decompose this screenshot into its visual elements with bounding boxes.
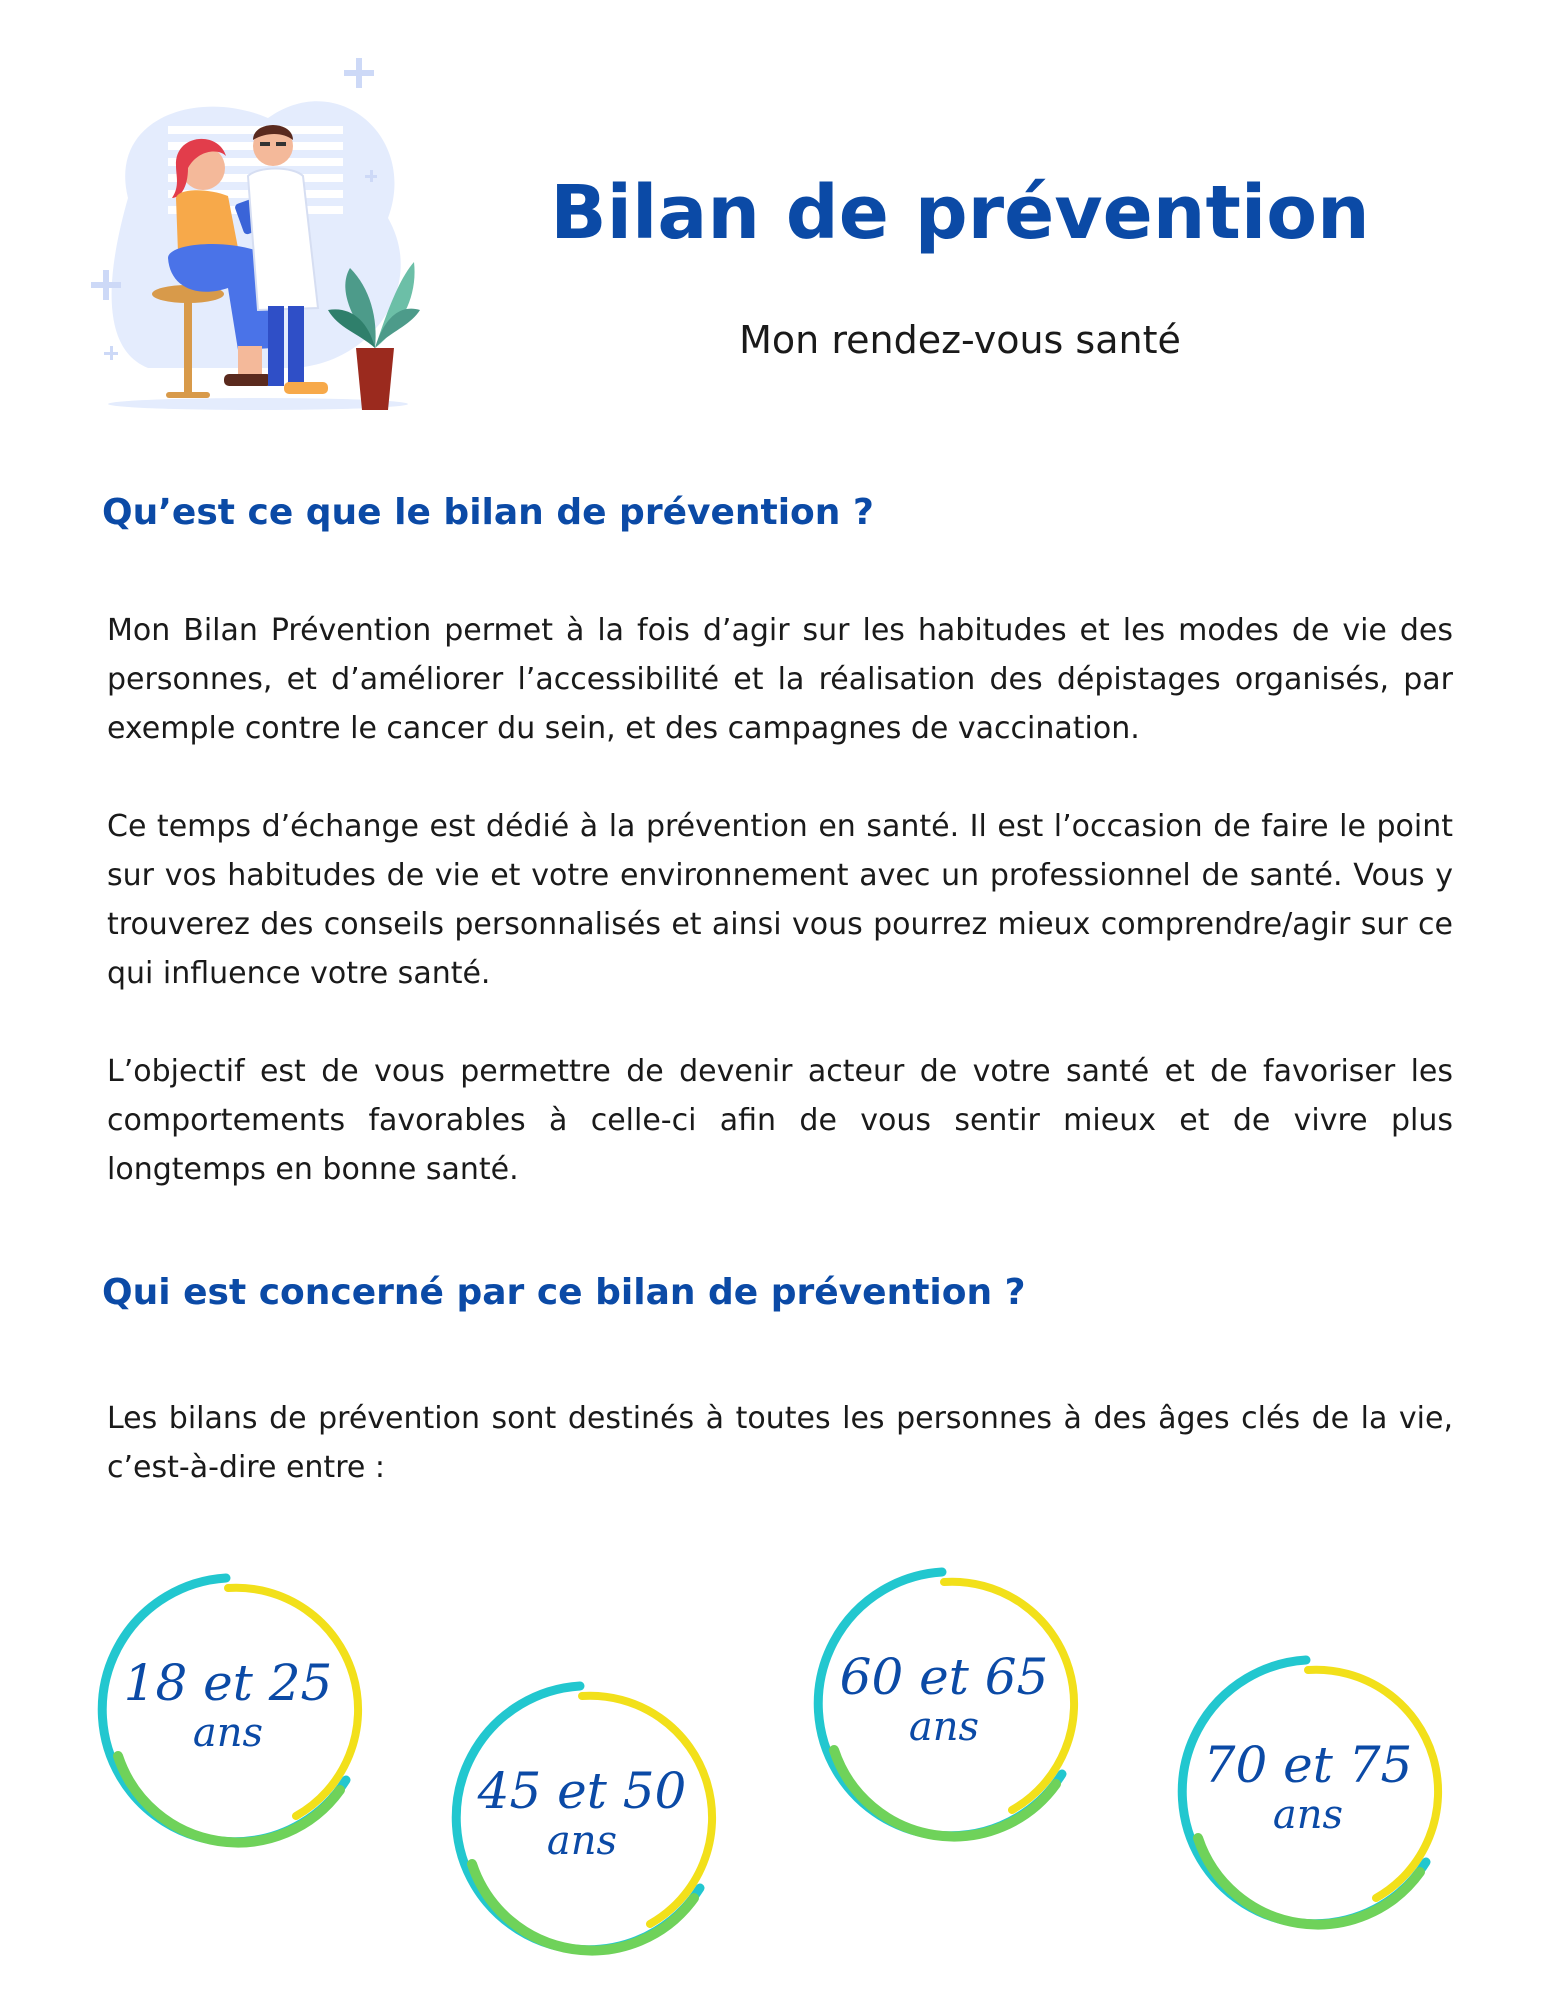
age-range-text: 18 et 25 bbox=[123, 1654, 333, 1712]
page-subtitle: Mon rendez-vous santé bbox=[739, 318, 1181, 362]
age-range-text: 70 et 75 bbox=[1203, 1736, 1413, 1794]
age-unit-text: ans bbox=[546, 1818, 618, 1864]
age-range-badge bbox=[794, 1554, 1094, 1854]
age-unit-text: ans bbox=[1272, 1792, 1344, 1838]
age-range-badge bbox=[1158, 1642, 1458, 1942]
page-title: Bilan de prévention bbox=[550, 170, 1370, 256]
section-heading-what: Qu’est ce que le bilan de prévention ? bbox=[102, 492, 874, 533]
age-range-text: 45 et 50 bbox=[477, 1762, 687, 1820]
section-heading-who: Qui est concerné par ce bilan de prévention ? bbox=[102, 1272, 1026, 1313]
age-range-badge bbox=[432, 1668, 732, 1968]
paragraph-3: L’objectif est de vous permettre de devenir acteur de votre santé et de favoriser les comportements favorables à celle-ci afin de vous sentir mieux et de vivre plus longtemps en bonne santé. bbox=[107, 1054, 1453, 1187]
age-range-badge bbox=[78, 1560, 378, 1860]
age-unit-text: ans bbox=[908, 1704, 980, 1750]
age-range-text: 60 et 65 bbox=[839, 1648, 1049, 1706]
age-unit-text: ans bbox=[192, 1710, 264, 1756]
paragraph-who: Les bilans de prévention sont destinés à toutes les personnes à des âges clés de la vie, c’est-à-dire entre : bbox=[107, 1401, 1453, 1485]
paragraph-2: Ce temps d’échange est dédié à la prévention en santé. Il est l’occasion de faire le point sur vos habitudes de vie et votre environnement avec un professionnel de santé. Vous y trouverez des conseils personnalisés et ainsi vous pourrez mieux comprendre/agir sur ce qui influence votre santé. bbox=[107, 809, 1453, 991]
paragraph-1: Mon Bilan Prévention permet à la fois d’agir sur les habitudes et les modes de vie des personnes, et d’améliorer l’accessibilité et la réalisation des dépistages organisés, par exemple contre le cancer du sein, et des campagnes de vaccination. bbox=[107, 613, 1453, 746]
doctor-patient-consultation-icon bbox=[88, 48, 428, 428]
